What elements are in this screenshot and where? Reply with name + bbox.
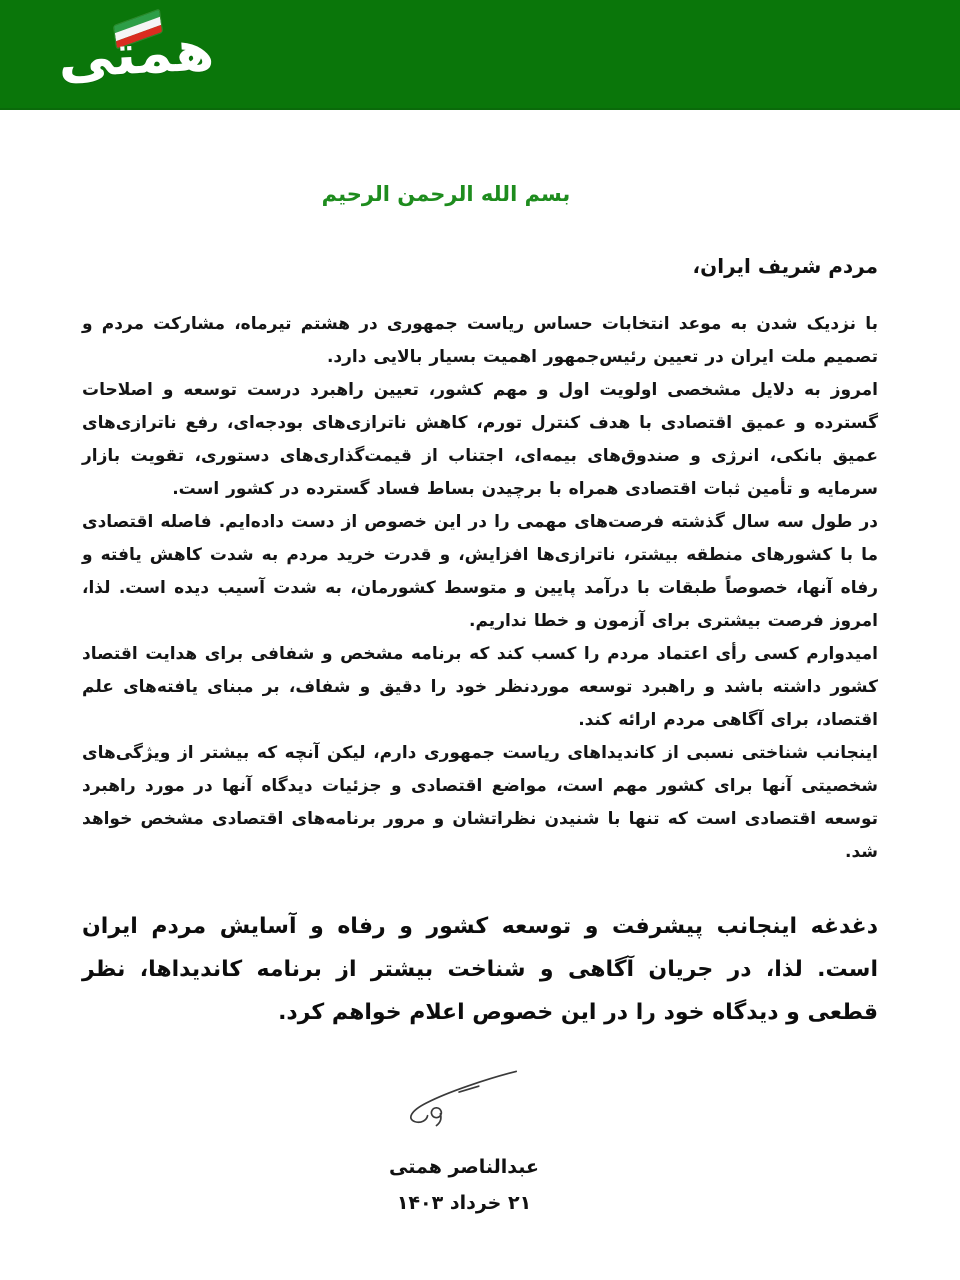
salutation: مردم شریف ایران،	[692, 254, 878, 278]
signatory-date: ۲۱ خرداد ۱۴۰۳	[396, 1192, 532, 1214]
paragraph-2: امروز به دلایل مشخصی اولویت اول و مهم کشور، تعیین راهبرد درست توسعه و اصلاحات گسترده و عمیق اقتصادی با هدف کنترل تورم، کاهش ناترازی‌های بودجه‌ای، رفع ناترازی‌های عمیق بانکی، انرژی و صندوق‌های بیمه‌ای، اجتناب از قیمت‌گذاری‌های دستوری، تقویت بازار سرمایه و تأمین ثبات اقتصادی همراه با برچیدن بساط فساد گسترده در کشور است.	[82, 380, 878, 499]
handwritten-signature	[400, 1062, 528, 1132]
logo-wordmark: همتی	[56, 18, 216, 92]
paragraph-1: با نزدیک شدن به موعد انتخابات حساس ریاست جمهوری در هشتم تیرماه، مشارکت مردم و تصمیم ملت ایران در تعیین رئیس‌جمهور اهمیت بسیار بالایی دارد.	[82, 314, 878, 367]
signatory-name: عبدالناصر همتی	[389, 1156, 539, 1178]
closing-paragraph: دغدغه اینجانب پیشرفت و توسعه کشور و رفاه و آسایش مردم ایران است. لذا، در جریان آگاهی و شناخت بیشتر از برنامه کاندیداها، نظر قطعی و دیدگاه خود را در این خصوص اعلام خواهم کرد.	[82, 914, 878, 1025]
letterhead-band	[0, 0, 960, 110]
paragraph-5: اینجانب شناختی نسبی از کاندیداهای ریاست جمهوری دارم، لیکن آنچه که بیشتر از ویژگی‌های شخصیتی آنها برای کشور مهم است، مواضع اقتصادی و جزئیات دیدگاه آنها در مورد راهبرد توسعه اقتصادی است که تنها با شنیدن نظراتشان و مرور برنامه‌های اقتصادی مشخص خواهد شد.	[82, 743, 878, 862]
letter-sheet	[0, 110, 960, 1218]
paragraph-4: امیدوارم کسی رأی اعتماد مردم را کسب کند که برنامه مشخص و شفافی برای هدایت اقتصاد کشور داشته باشد و راهبرد توسعه موردنظر خود را دقیق و شفاف، بر مبنای یافته‌های علم اقتصاد، برای آگاهی مردم ارائه کند.	[82, 644, 878, 730]
hemati-campaign-logo	[56, 6, 216, 106]
letter-body	[82, 308, 878, 869]
bismillah-heading: بسم الله الرحمن الرحیم	[321, 182, 571, 206]
signature-block	[66, 1062, 862, 1218]
paragraph-3: در طول سه سال گذشته فرصت‌های مهمی را در این خصوص از دست داده‌ایم. فاصله اقتصادی ما با کشورهای منطقه بیشتر، ناترازی‌ها افزایش، و قدرت خرید مردم به شدت کاهش یافته و رفاه آنها، خصوصاً طبقات با درآمد پایین و متوسط کشورمان، به شدت آسیب دیده است. لذا، امروز فرصت بیشتری برای آزمون و خطا نداریم.	[82, 512, 878, 631]
